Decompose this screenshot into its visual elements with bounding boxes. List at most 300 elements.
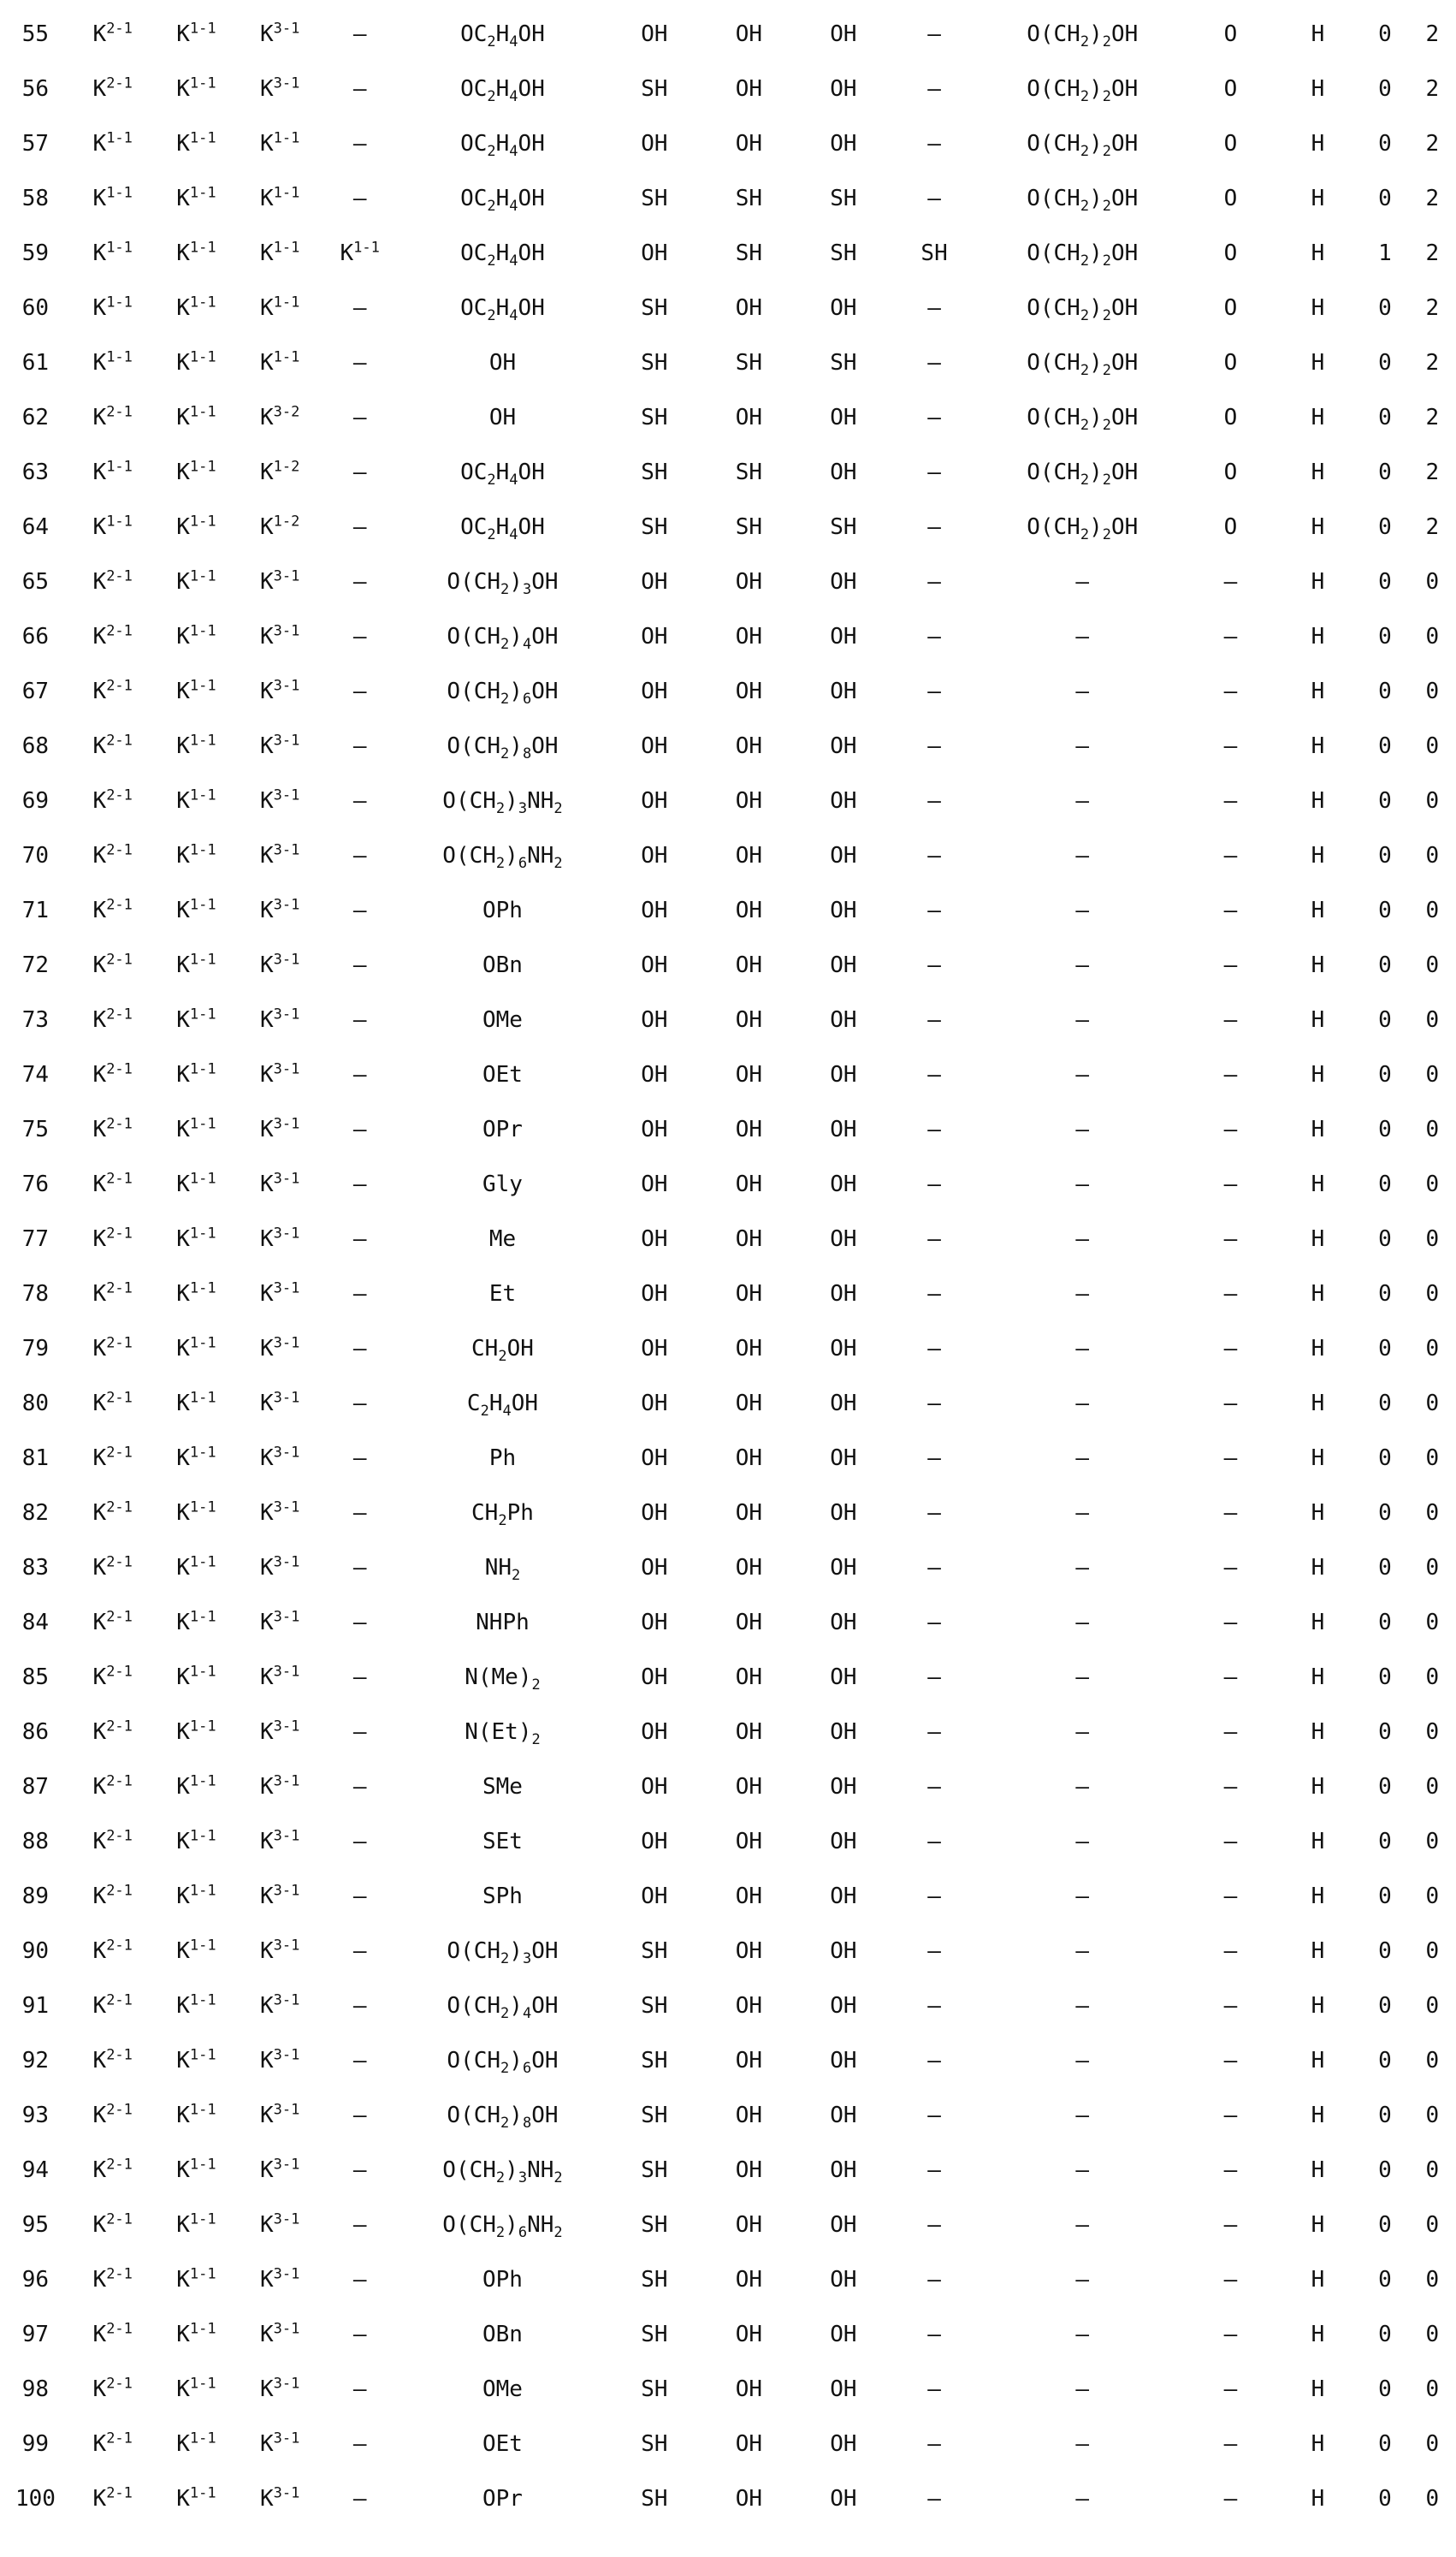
r2-value: $O(CH_2)_2OH$ [1027,350,1139,380]
table-row [0,1102,1456,1157]
z-value: H [1311,1226,1325,1252]
x4-value: – [927,1555,941,1581]
m-value: 0 [1378,843,1392,869]
n-value: 2 [1425,240,1440,266]
x3-value: OH [830,1226,857,1252]
x2-value: OH [735,1774,763,1800]
r2-value: $O(CH_2)_2OH$ [1027,240,1139,270]
n-value: 0 [1425,624,1440,650]
r2-value: $O(CH_2)_2OH$ [1027,295,1139,325]
x2-value: OH [735,1664,763,1690]
r1-value: $OC_2H_4OH$ [460,186,545,216]
y-value: – [1223,1884,1238,1909]
x1-value: OH [641,1172,668,1197]
x1-value: SH [641,2431,668,2457]
x3-value: OH [830,1336,857,1362]
k3-value: $K^{3-1}$ [260,841,300,869]
r1-value: $NH_2$ [484,1555,521,1585]
x3-value: OH [830,76,857,102]
y-value: – [1223,2103,1238,2128]
k1-value: $K^{2-1}$ [92,1389,133,1416]
x1-value: SH [641,2048,668,2073]
table-row [0,555,1456,609]
m-value: 1 [1378,240,1392,266]
y-value: O [1223,240,1238,266]
row-index: 61 [21,350,50,376]
k4-value: – [352,131,367,157]
r1-value: OH [488,405,517,430]
x2-value: OH [735,1555,763,1581]
n-value: 0 [1425,2431,1440,2457]
r1-value: $N(Et)_2$ [465,1719,541,1749]
k4-value: – [352,21,367,47]
k3-value: $K^{1-1}$ [260,129,300,157]
z-value: H [1311,843,1325,869]
x2-value: OH [735,2103,763,2128]
x1-value: SH [641,295,668,321]
k1-value: $K^{2-1}$ [92,20,133,47]
k4-value: – [352,295,367,321]
k2-value: $K^{1-1}$ [176,348,216,376]
y-value: – [1223,898,1238,923]
r1-value: OPr [482,2486,523,2512]
k1-value: $K^{2-1}$ [92,841,133,869]
n-value: 2 [1425,21,1440,47]
n-value: 2 [1425,295,1440,321]
k2-value: $K^{1-1}$ [176,1608,216,1635]
table-row [0,1321,1456,1376]
k3-value: $K^{3-1}$ [260,2156,300,2183]
k2-value: $K^{1-1}$ [176,1663,216,1690]
x4-value: – [927,2157,941,2183]
k2-value: $K^{1-1}$ [176,294,216,321]
r2-value: – [1075,1610,1090,1635]
x3-value: OH [830,1664,857,1690]
x3-value: OH [830,1993,857,2019]
table-row [0,1759,1456,1814]
m-value: 0 [1378,1774,1392,1800]
x4-value: – [927,1336,941,1362]
table-row [0,2252,1456,2307]
k2-value: $K^{1-1}$ [176,1279,216,1307]
r2-value: – [1075,1555,1090,1581]
r1-value: $O(CH_2)_8OH$ [447,2103,559,2133]
x3-value: OH [830,2157,857,2183]
x2-value: OH [735,2322,763,2347]
r1-value: OPr [482,1117,523,1142]
k2-value: $K^{1-1}$ [176,1882,216,1909]
x3-value: OH [830,2267,857,2293]
x2-value: OH [735,21,763,47]
z-value: H [1311,952,1325,978]
r1-value: OH [488,350,517,376]
row-index: 89 [21,1884,50,1909]
k3-value: $K^{1-1}$ [260,294,300,321]
row-index: 98 [21,2376,50,2402]
row-index: 64 [21,514,50,540]
table-row [0,335,1456,390]
table-row [0,2143,1456,2198]
x3-value: SH [830,514,857,540]
x1-value: OH [641,898,668,923]
x4-value: – [927,624,941,650]
r1-value: $O(CH_2)_6OH$ [447,2048,559,2078]
k4-value: – [352,733,367,759]
r2-value: – [1075,1829,1090,1854]
x2-value: OH [735,1062,763,1088]
y-value: O [1223,186,1238,211]
m-value: 0 [1378,186,1392,211]
k2-value: $K^{1-1}$ [176,1389,216,1416]
x1-value: OH [641,1062,668,1088]
m-value: 0 [1378,788,1392,814]
x2-value: OH [735,624,763,650]
table-row [0,1979,1456,2033]
y-value: – [1223,1391,1238,1416]
z-value: H [1311,295,1325,321]
x1-value: SH [641,76,668,102]
k3-value: $K^{1-1}$ [260,184,300,211]
r1-value: $O(CH_2)_6NH_2$ [442,2212,563,2242]
r2-value: – [1075,2048,1090,2073]
r2-value: $O(CH_2)_2OH$ [1027,131,1139,161]
n-value: 0 [1425,679,1440,704]
x3-value: OH [830,2048,857,2073]
k1-value: $K^{2-1}$ [92,2101,133,2128]
y-value: – [1223,952,1238,978]
k1-value: $K^{2-1}$ [92,1498,133,1526]
x3-value: OH [830,569,857,595]
x3-value: OH [830,2212,857,2238]
row-index: 99 [21,2431,50,2457]
z-value: H [1311,2048,1325,2073]
m-value: 0 [1378,1993,1392,2019]
x3-value: OH [830,843,857,869]
k4-value: – [352,2267,367,2293]
x3-value: OH [830,295,857,321]
x2-value: SH [735,240,763,266]
k2-value: $K^{1-1}$ [176,458,216,485]
n-value: 0 [1425,1610,1440,1635]
n-value: 2 [1425,131,1440,157]
k2-value: $K^{1-1}$ [176,2265,216,2293]
table-row [0,2307,1456,2362]
x4-value: – [927,1500,941,1526]
k2-value: $K^{1-1}$ [176,1006,216,1033]
x2-value: OH [735,1993,763,2019]
y-value: – [1223,1281,1238,1307]
m-value: 0 [1378,2322,1392,2347]
z-value: H [1311,1062,1325,1088]
z-value: H [1311,788,1325,814]
k2-value: $K^{1-1}$ [176,732,216,759]
row-index: 93 [21,2103,50,2128]
k2-value: $K^{1-1}$ [176,567,216,595]
table-row [0,2198,1456,2252]
k3-value: $K^{3-1}$ [260,2265,300,2293]
m-value: 0 [1378,2376,1392,2402]
r2-value: – [1075,624,1090,650]
k1-value: $K^{1-1}$ [92,458,133,485]
n-value: 2 [1425,514,1440,540]
r1-value: OBn [482,2322,523,2347]
m-value: 0 [1378,1117,1392,1142]
n-value: 0 [1425,2212,1440,2238]
r2-value: – [1075,1993,1090,2019]
row-index: 67 [21,679,50,704]
row-index: 97 [21,2322,50,2347]
k4-value: – [352,1281,367,1307]
k4-value: – [352,1555,367,1581]
n-value: 0 [1425,1555,1440,1581]
x1-value: OH [641,1884,668,1909]
x1-value: OH [641,131,668,157]
x4-value: – [927,2486,941,2512]
row-index: 83 [21,1555,50,1581]
k1-value: $K^{2-1}$ [92,2375,133,2402]
x2-value: OH [735,2431,763,2457]
k2-value: $K^{1-1}$ [176,2101,216,2128]
k2-value: $K^{1-1}$ [176,2429,216,2457]
table-row [0,1650,1456,1705]
k3-value: $K^{3-1}$ [260,567,300,595]
k2-value: $K^{1-1}$ [176,2156,216,2183]
k2-value: $K^{1-1}$ [176,403,216,430]
x3-value: OH [830,1281,857,1307]
m-value: 0 [1378,1445,1392,1471]
y-value: – [1223,1664,1238,1690]
m-value: 0 [1378,1226,1392,1252]
x2-value: SH [735,350,763,376]
m-value: 0 [1378,2157,1392,2183]
y-value: O [1223,21,1238,47]
x3-value: OH [830,1172,857,1197]
table-row [0,1705,1456,1759]
k4-value: – [352,1500,367,1526]
k3-value: $K^{3-1}$ [260,2320,300,2347]
m-value: 0 [1378,1719,1392,1745]
r2-value: – [1075,1664,1090,1690]
z-value: H [1311,2103,1325,2128]
r1-value: OPh [482,2267,523,2293]
x2-value: OH [735,1884,763,1909]
x2-value: OH [735,1226,763,1252]
k3-value: $K^{3-1}$ [260,1553,300,1581]
z-value: H [1311,624,1325,650]
z-value: H [1311,460,1325,485]
r1-value: $O(CH_2)_4OH$ [447,624,559,654]
y-value: – [1223,1993,1238,2019]
r1-value: OPh [482,898,523,923]
z-value: H [1311,186,1325,211]
x2-value: OH [735,569,763,595]
x3-value: OH [830,1391,857,1416]
y-value: – [1223,569,1238,595]
n-value: 0 [1425,1500,1440,1526]
k2-value: $K^{1-1}$ [176,513,216,540]
r1-value: Et [488,1281,517,1307]
z-value: H [1311,1117,1325,1142]
k1-value: $K^{2-1}$ [92,1279,133,1307]
r1-value: OMe [482,2376,523,2402]
k4-value: – [352,2486,367,2512]
k4-value: – [352,624,367,650]
k4-value: – [352,1664,367,1690]
x1-value: OH [641,1007,668,1033]
y-value: – [1223,1117,1238,1142]
z-value: H [1311,1993,1325,2019]
r1-value: $CH_2OH$ [471,1336,534,1366]
table-row [0,1212,1456,1267]
y-value: O [1223,350,1238,376]
x2-value: OH [735,1719,763,1745]
k3-value: $K^{3-1}$ [260,1827,300,1854]
x4-value: – [927,1938,941,1964]
x3-value: SH [830,350,857,376]
k3-value: $K^{3-2}$ [260,403,300,430]
x3-value: OH [830,1555,857,1581]
x4-value: – [927,1774,941,1800]
k3-value: $K^{3-1}$ [260,896,300,923]
m-value: 0 [1378,624,1392,650]
k1-value: $K^{2-1}$ [92,1772,133,1800]
k3-value: $K^{3-1}$ [260,1772,300,1800]
r1-value: SPh [482,1884,523,1909]
n-value: 0 [1425,2157,1440,2183]
k2-value: $K^{1-1}$ [176,74,216,102]
k2-value: $K^{1-1}$ [176,1444,216,1471]
m-value: 0 [1378,2212,1392,2238]
x3-value: OH [830,679,857,704]
y-value: – [1223,1829,1238,1854]
k2-value: $K^{1-1}$ [176,1225,216,1252]
n-value: 0 [1425,1281,1440,1307]
x4-value: – [927,898,941,923]
x3-value: OH [830,2103,857,2128]
m-value: 0 [1378,350,1392,376]
x1-value: SH [641,460,668,485]
row-index: 91 [21,1993,50,2019]
r1-value: $OC_2H_4OH$ [460,131,545,161]
n-value: 0 [1425,1391,1440,1416]
x1-value: SH [641,2267,668,2293]
k1-value: $K^{2-1}$ [92,567,133,595]
k3-value: $K^{3-1}$ [260,1608,300,1635]
x3-value: OH [830,1445,857,1471]
x4-value: – [927,569,941,595]
r1-value: OEt [482,1062,523,1088]
k2-value: $K^{1-1}$ [176,1115,216,1142]
k2-value: $K^{1-1}$ [176,2210,216,2238]
row-index: 80 [21,1391,50,1416]
x3-value: OH [830,1062,857,1088]
k2-value: $K^{1-1}$ [176,841,216,869]
table-row [0,1540,1456,1595]
k2-value: $K^{1-1}$ [176,129,216,157]
k1-value: $K^{2-1}$ [92,732,133,759]
x1-value: SH [641,2103,668,2128]
r1-value: NHPh [476,1610,530,1635]
n-value: 0 [1425,1336,1440,1362]
y-value: O [1223,405,1238,430]
z-value: H [1311,1445,1325,1471]
x4-value: – [927,2322,941,2347]
k4-value: – [352,1829,367,1854]
r1-value: $O(CH_2)_8OH$ [447,733,559,763]
r2-value: – [1075,2212,1090,2238]
x3-value: OH [830,2376,857,2402]
z-value: H [1311,1500,1325,1526]
m-value: 0 [1378,131,1392,157]
y-value: – [1223,843,1238,869]
k1-value: $K^{2-1}$ [92,1115,133,1142]
k2-value: $K^{1-1}$ [176,786,216,814]
m-value: 0 [1378,295,1392,321]
x3-value: OH [830,131,857,157]
k3-value: $K^{3-1}$ [260,1991,300,2019]
z-value: H [1311,350,1325,376]
x4-value: – [927,2376,941,2402]
k1-value: $K^{2-1}$ [92,2484,133,2512]
n-value: 2 [1425,76,1440,102]
x4-value: – [927,295,941,321]
k2-value: $K^{1-1}$ [176,1498,216,1526]
k2-value: $K^{1-1}$ [176,2320,216,2347]
r1-value: $OC_2H_4OH$ [460,460,545,489]
x1-value: OH [641,1117,668,1142]
table-row [0,390,1456,445]
n-value: 0 [1425,1062,1440,1088]
x4-value: – [927,679,941,704]
m-value: 0 [1378,1007,1392,1033]
table-row [0,116,1456,171]
k1-value: $K^{2-1}$ [92,1225,133,1252]
x3-value: OH [830,1500,857,1526]
r1-value: OMe [482,1007,523,1033]
table-row [0,664,1456,719]
k3-value: $K^{3-1}$ [260,1937,300,1964]
table-row [0,1595,1456,1650]
k3-value: $K^{3-1}$ [260,1279,300,1307]
x3-value: OH [830,405,857,430]
x4-value: – [927,1884,941,1909]
x1-value: OH [641,569,668,595]
row-index: 94 [21,2157,50,2183]
k3-value: $K^{3-1}$ [260,1444,300,1471]
table-row [0,774,1456,828]
z-value: H [1311,1610,1325,1635]
k4-value: – [352,1007,367,1033]
r1-value: $CH_2Ph$ [471,1500,534,1530]
n-value: 0 [1425,1117,1440,1142]
z-value: H [1311,1938,1325,1964]
k1-value: $K^{2-1}$ [92,2046,133,2073]
n-value: 2 [1425,350,1440,376]
x3-value: OH [830,21,857,47]
k1-value: $K^{2-1}$ [92,1006,133,1033]
y-value: – [1223,1172,1238,1197]
y-value: – [1223,1555,1238,1581]
x2-value: SH [735,186,763,211]
k1-value: $K^{2-1}$ [92,677,133,704]
k4-value: – [352,1938,367,1964]
k4-value: – [352,2103,367,2128]
x1-value: OH [641,1226,668,1252]
x1-value: OH [641,952,668,978]
m-value: 0 [1378,405,1392,430]
y-value: – [1223,2267,1238,2293]
x2-value: OH [735,2157,763,2183]
